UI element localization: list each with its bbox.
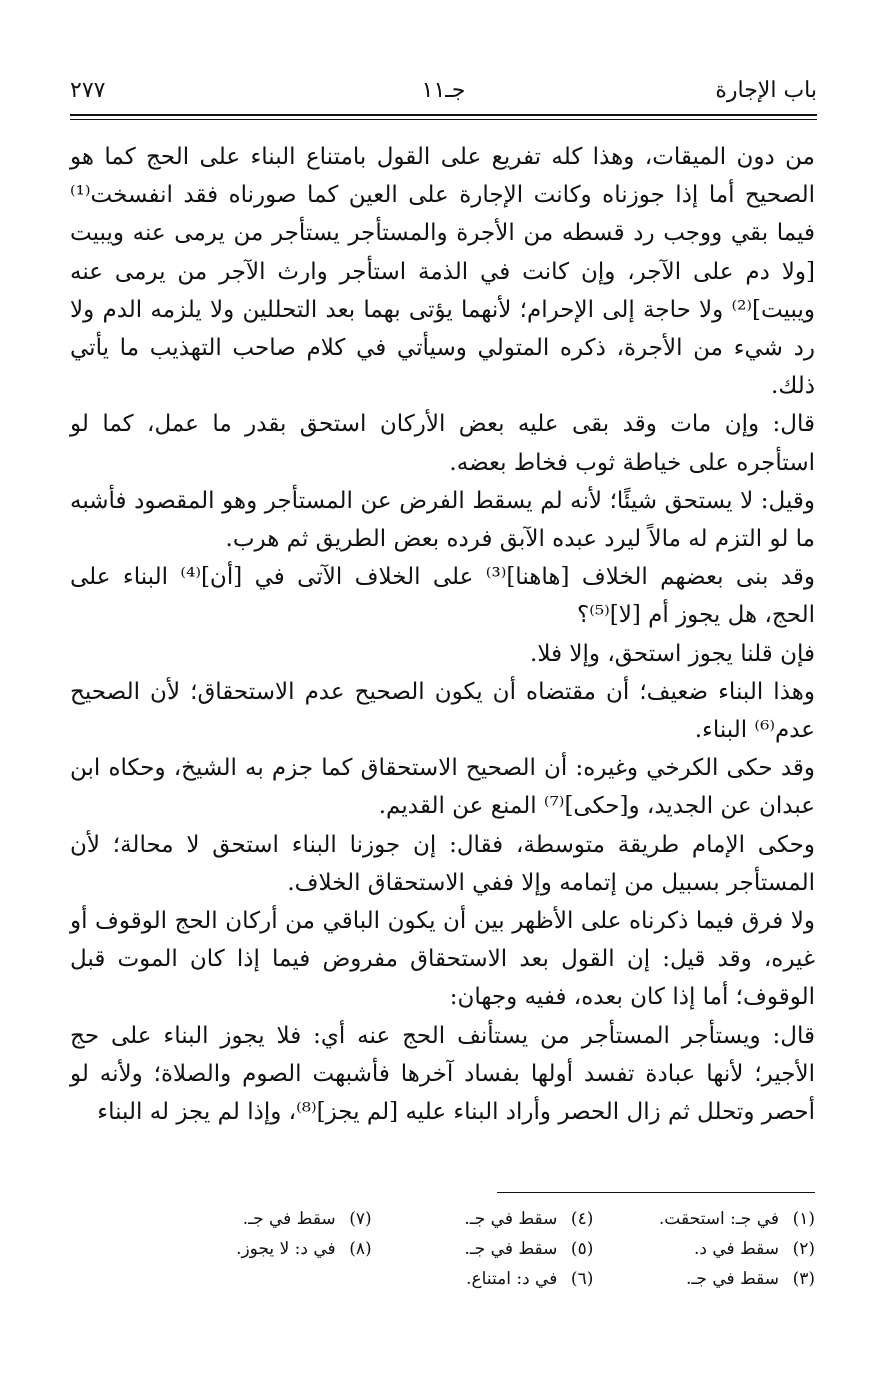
footnote-number: (٦) — [570, 1269, 594, 1289]
footnotes — [150, 1204, 815, 1294]
paragraph: وقد حكى الكرخي وغيره: أن الصحيح الاستحقاق كما جزم به الشيخ، وحكاه ابن عبدان عن الجديد، و[حكى]⁽⁷⁾ المنع عن القديم. — [70, 755, 815, 820]
paragraph: ولا فرق فيما ذكرناه على الأظهر بين أن يكون الباقي من أركان الحج الوقوف أو غيره، وقد قيل: إن القول بعد الاستحقاق مفروض فيما إذا كان الموت قبل الوقوف؛ أما إذا كان بعده، ففيه وجهان: — [70, 908, 815, 1011]
footnote-number: (٤) — [570, 1209, 594, 1229]
paragraph: وحكى الإمام طريقة متوسطة، فقال: إن جوزنا البناء استحق لا محالة؛ لأن المستأجر بسبيل من إتمامه وإلا ففي الاستحقاق الخلاف. — [70, 831, 815, 896]
footnote-number: (٢) — [792, 1239, 815, 1259]
footnote-number: (٧) — [349, 1209, 372, 1229]
footnote — [372, 1264, 594, 1294]
footnote-text: سقط في جـ. — [464, 1239, 558, 1259]
running-header — [70, 70, 817, 110]
paragraph: فإن قلنا يجوز استحق، وإلا فلا. — [530, 640, 815, 667]
chapter-title: باب الإجارة — [715, 77, 817, 103]
footnote — [372, 1204, 594, 1234]
footnote-text: سقط في د. — [693, 1239, 779, 1259]
paragraph: قال: وإن مات وقد بقى عليه بعض الأركان استحق بقدر ما عمل، كما لو استأجره على خياطة ثوب فخاط بعضه. — [70, 411, 815, 476]
footnote — [593, 1264, 815, 1294]
footnote-number: (١) — [792, 1209, 815, 1229]
footnote-number: (٣) — [792, 1269, 815, 1289]
paragraph: وهذا البناء ضعيف؛ أن مقتضاه أن يكون الصحيح عدم الاستحقاق؛ لأن الصحيح عدم⁽⁶⁾ البناء. — [70, 678, 815, 744]
footnote — [150, 1234, 372, 1264]
footnote — [593, 1204, 815, 1234]
volume-label: جـ١١ — [421, 77, 466, 103]
footnote-number: (٨) — [349, 1239, 372, 1259]
footnote-text: سقط في جـ. — [242, 1209, 336, 1229]
footnote-text: سقط في جـ. — [686, 1269, 779, 1289]
footnote-number: (٥) — [570, 1239, 594, 1259]
header-rule-thick — [70, 114, 817, 116]
header-rule-thin — [70, 119, 817, 120]
paragraph: وقد بنى بعضهم الخلاف [هاهنا]⁽³⁾ على الخلاف الآتى في [أن]⁽⁴⁾ البناء على الحج، هل يجوز أم [لا]⁽⁵⁾؟ — [70, 564, 815, 629]
paragraph: من دون الميقات، وهذا كله تفريع على القول بامتناع البناء على الحج كما هو الصحيح أما إذا جوزناه وكانت الإجارة على العين كما صورناه فقد انفسخت⁽¹⁾ فيما بقي ووجب رد قسطه من الأجرة والمستأجر يستأجر من يرمى عنه ويبيت [ولا دم على الآجر، وإن كانت في الذمة استأجر وارث الآجر من يرمى عنه ويبيت]⁽²⁾ ولا حاجة إلى الإحرام؛ لأنهما يؤتى بهما بعد التحللين ولا يلزمه الدم ولا رد شيء من الأجرة، ذكره المتولي وسيأتي في كلام صاحب التهذيب ما يأتي ذلك. — [70, 144, 815, 400]
page-number: ٢٧٧ — [70, 77, 106, 103]
footnote-text: سقط في جـ. — [464, 1209, 558, 1229]
paragraph: قال: ويستأجر المستأجر من يستأنف الحج عنه أي: فلا يجوز البناء على حج الأجير؛ لأنها عبادة تفسد أولها بفساد آخرها فأشبهت الصوم والصلاة؛ ولأنه لو أحصر وتحلل ثم زال الحصر وأراد البناء عليه [لم يجز]⁽⁸⁾، وإذا لم يجز له البناء — [70, 1022, 815, 1126]
footnote — [593, 1234, 815, 1264]
footnote-text: في جـ: استحقت. — [658, 1209, 779, 1229]
paragraph: وقيل: لا يستحق شيئًا؛ لأنه لم يسقط الفرض عن المستأجر وهو المقصود فأشبه ما لو التزم له مالاً ليرد عبده الآبق فرده بعض الطريق ثم هرب. — [70, 487, 815, 553]
footnote-text: في د: امتناع. — [466, 1269, 558, 1289]
footnote-rule — [497, 1192, 815, 1193]
main-text — [70, 138, 815, 1131]
footnote — [372, 1234, 594, 1264]
footnote — [150, 1204, 372, 1234]
footnote-text: في د: لا يجوز. — [236, 1239, 336, 1259]
